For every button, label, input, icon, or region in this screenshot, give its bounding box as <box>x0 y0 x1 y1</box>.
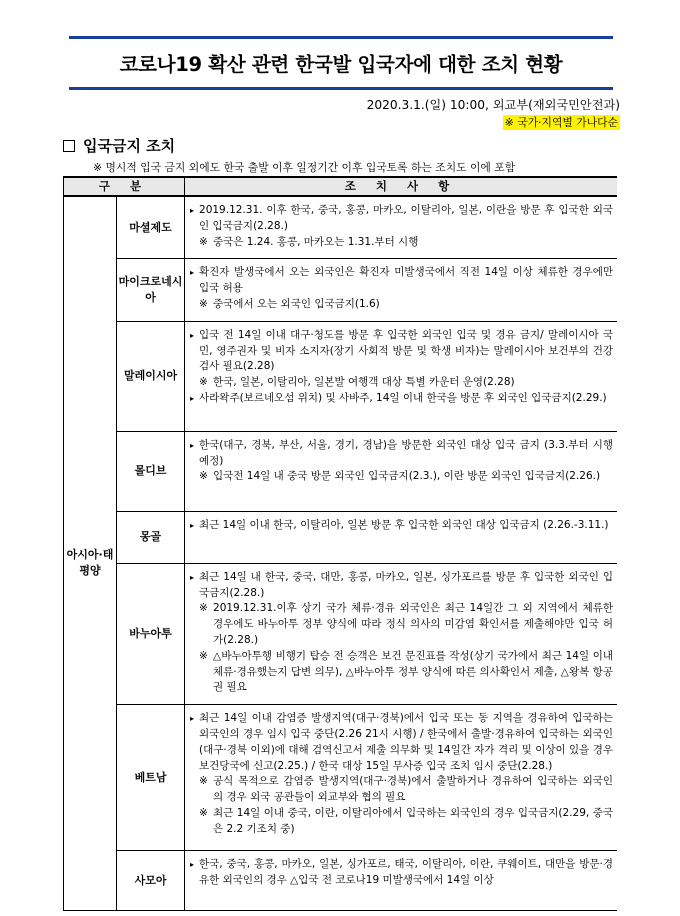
note-mark: ※ <box>199 470 208 483</box>
triangle-bullet-icon: ▸ <box>190 330 195 340</box>
measure-text: 한국(대구, 경북, 부산, 서울, 경기, 경남)을 방문한 외국인 대상 입국 금지 (3.3.부터 시행 예정) <box>199 438 614 467</box>
measure-cell <box>185 851 617 911</box>
country-cell <box>117 511 185 563</box>
note-mark: ※ <box>199 376 208 389</box>
country-name: 말레이시아 <box>123 369 178 383</box>
measure-subnote <box>190 806 613 838</box>
note-mark: ※ <box>199 235 208 248</box>
note-mark: ※ <box>199 775 208 788</box>
country-name: 몽골 <box>139 530 162 544</box>
country-name: 사모아 <box>134 873 167 887</box>
measure-text: 최근 14일 이내 감염증 발생지역(대구·경북)에서 입국 또는 동 지역을 경유하여 입국하는 외국인의 경우 임시 입국 중단(2.26 21시 시행) / 한국에서 출발·경유하여 입국하는 외국인(대구·경북 이외)에 대해 검역신고서 제출 의무화 및 14일간 자가 격리 및 이상이 있을 경우 보건당국에 신고(2.25.) / 한국 대상 15일 무사증 입국 조치 임시 중단(2.28.) <box>199 712 614 772</box>
measure-bullet <box>190 857 613 889</box>
measure-subnote <box>190 297 613 313</box>
section-title: 입국금지 조치 <box>83 137 176 155</box>
country-cell <box>117 321 185 431</box>
measure-bullet <box>190 518 613 534</box>
header-measures: 조 치 사 항 <box>185 177 617 196</box>
country-cell <box>117 563 185 704</box>
measure-text: 한국, 중국, 홍콩, 마카오, 일본, 싱가포르, 태국, 이탈리아, 이란, 쿠웨이트, 대만을 방문·경유한 외국인의 경우 △입국 전 코로나19 미발생국에서 14일 이상 <box>199 858 614 886</box>
country-name: 몰디브 <box>134 464 167 478</box>
measure-bullet <box>190 570 613 602</box>
table-row <box>64 563 618 704</box>
measure-text: 중국은 1.24. 홍콩, 마카오는 1.31.부터 시행 <box>213 235 419 248</box>
measure-bullet <box>190 391 613 407</box>
country-cell <box>117 851 185 911</box>
measure-cell <box>185 705 617 851</box>
measure-subnote <box>190 649 613 696</box>
table-row <box>64 431 618 511</box>
measure-cell <box>185 563 617 704</box>
note-mark: ※ <box>199 297 208 310</box>
triangle-bullet-icon: ▸ <box>190 714 195 724</box>
measure-text: 공식 목적으로 감염증 발생지역(대구·경북)에서 출발하거나 경유하여 입국하는 외국인의 경우 외국 공관들이 외교부와 협의 필요 <box>213 775 614 804</box>
triangle-bullet-icon: ▸ <box>190 268 195 278</box>
measure-text: 확진자 발생국에서 오는 외국인은 확진자 미발생국에서 직전 14일 이상 체류한 경우에만 입국 허용 <box>199 266 614 295</box>
measure-bullet <box>190 328 613 375</box>
note-mark: ※ <box>199 602 208 615</box>
triangle-bullet-icon: ▸ <box>190 393 195 403</box>
measure-bullet <box>190 203 613 235</box>
measure-text: 중국에서 오는 외국인 입국금지(1.6) <box>213 297 380 310</box>
measure-cell <box>185 321 617 431</box>
measures-table-wrap <box>63 176 617 916</box>
measure-text: 사라왁주(보르네오섬 위치) 및 사바주, 14일 이내 한국을 방문 후 외국인 입국금지(2.29.) <box>199 391 607 404</box>
order-note: ※ 국가·지역별 가나다순 <box>504 116 618 129</box>
measure-bullet <box>190 711 613 774</box>
measure-cell <box>185 511 617 563</box>
measure-text: 2019.12.31.이후 상기 국가 체류·경유 외국인은 최근 14일간 그 외 지역에서 체류한 경우에도 바누아투 정부 양식에 따라 정식 의사의 미감염 확인서를 제출해야만 입국 허가(2.28.) <box>213 602 614 646</box>
table-row <box>64 851 618 911</box>
table-row <box>64 511 618 563</box>
measure-text: 입국 전 14일 이내 대구·청도를 방문 후 입국한 외국인 입국 및 경유 금지/ 말레이시아 국민, 영주권자 및 비자 소지자(장기 사회적 방문 및 학생 비자)는 말레이시아 보건부의 건강 검사 필요(2.28) <box>199 328 614 373</box>
triangle-bullet-icon: ▸ <box>190 860 195 870</box>
table-row <box>64 321 618 431</box>
country-name: 마셜제도 <box>129 220 172 234</box>
measure-text: 입국전 14일 내 중국 방문 외국인 입국금지(2.3.), 이란 방문 외국인 입국금지(2.26.) <box>213 470 601 483</box>
measure-subnote <box>190 601 613 648</box>
table-row <box>64 196 618 259</box>
region-cell <box>64 196 117 911</box>
measures-table <box>63 176 617 911</box>
country-cell <box>117 431 185 511</box>
measure-text: 2019.12.31. 이후 한국, 중국, 홍콩, 마카오, 이탈리아, 일본, 이란을 방문 후 입국한 외국인 입국금지(2.28.) <box>199 204 614 232</box>
title-text: 코로나19 확산 관련 한국발 입국자에 대한 조치 현황 <box>119 53 563 76</box>
measure-subnote <box>190 375 613 391</box>
measure-text: 최근 14일 내 한국, 중국, 대만, 홍콩, 마카오, 일본, 싱가포르를 방문 후 입국한 외국인 입국금지(2.28.) <box>199 570 614 599</box>
measure-text: △바누아투행 비행기 탑승 전 승객은 보건 문진표를 작성(상기 국가에서 최근 14일 이내 체류·경유했는지 답변 의무), △바누아투 정부 양식에 따른 의사확인서 제출, △왕복 항공권 필요 <box>213 649 614 694</box>
measure-cell <box>185 431 617 511</box>
region-label: 아시아·태평양 <box>66 548 114 577</box>
measure-text: 최근 14일 이내 중국, 이란, 이탈리아에서 입국하는 외국인의 경우 입국금지(2.29, 중국은 2.2 기조치 중) <box>213 806 614 835</box>
table-header-row <box>64 177 618 196</box>
note-mark: ※ <box>199 649 208 662</box>
document-title <box>69 36 613 90</box>
country-name: 바누아투 <box>129 626 172 640</box>
country-name: 마이크로네시아 <box>118 275 183 305</box>
measure-cell <box>185 196 617 259</box>
header-region: 구 분 <box>64 177 185 196</box>
country-cell <box>117 259 185 321</box>
measure-text: 한국, 일본, 이탈리아, 일본발 여행객 대상 특별 카운터 운영(2.28) <box>213 376 515 389</box>
triangle-bullet-icon: ▸ <box>190 572 195 582</box>
country-name: 베트남 <box>134 770 167 784</box>
measure-bullet <box>190 438 613 470</box>
triangle-bullet-icon: ▸ <box>190 520 195 530</box>
square-bullet-icon <box>63 140 75 152</box>
table-body <box>64 196 618 911</box>
country-cell <box>117 196 185 259</box>
measure-subnote <box>190 235 613 251</box>
date-line: 2020.3.1.(일) 10:00, 외교부(재외국민안전과) <box>366 98 620 112</box>
triangle-bullet-icon: ▸ <box>190 206 195 215</box>
measure-cell <box>185 259 617 321</box>
table-row <box>64 259 618 321</box>
section-heading <box>63 135 175 156</box>
country-cell <box>117 705 185 851</box>
note-mark: ※ <box>199 806 208 819</box>
measure-subnote <box>190 469 613 485</box>
measure-bullet <box>190 265 613 297</box>
triangle-bullet-icon: ▸ <box>190 440 195 450</box>
measure-subnote <box>190 774 613 806</box>
table-row <box>64 705 618 851</box>
section-subnote: ※ 명시적 입국 금지 외에도 한국 출발 이후 일정기간 이후 입국토록 하는 조치도 이에 포함 <box>93 161 516 174</box>
measure-text: 최근 14일 이내 한국, 이탈리아, 일본 방문 후 입국한 외국인 대상 입국금지 (2.26.-3.11.) <box>199 518 609 531</box>
